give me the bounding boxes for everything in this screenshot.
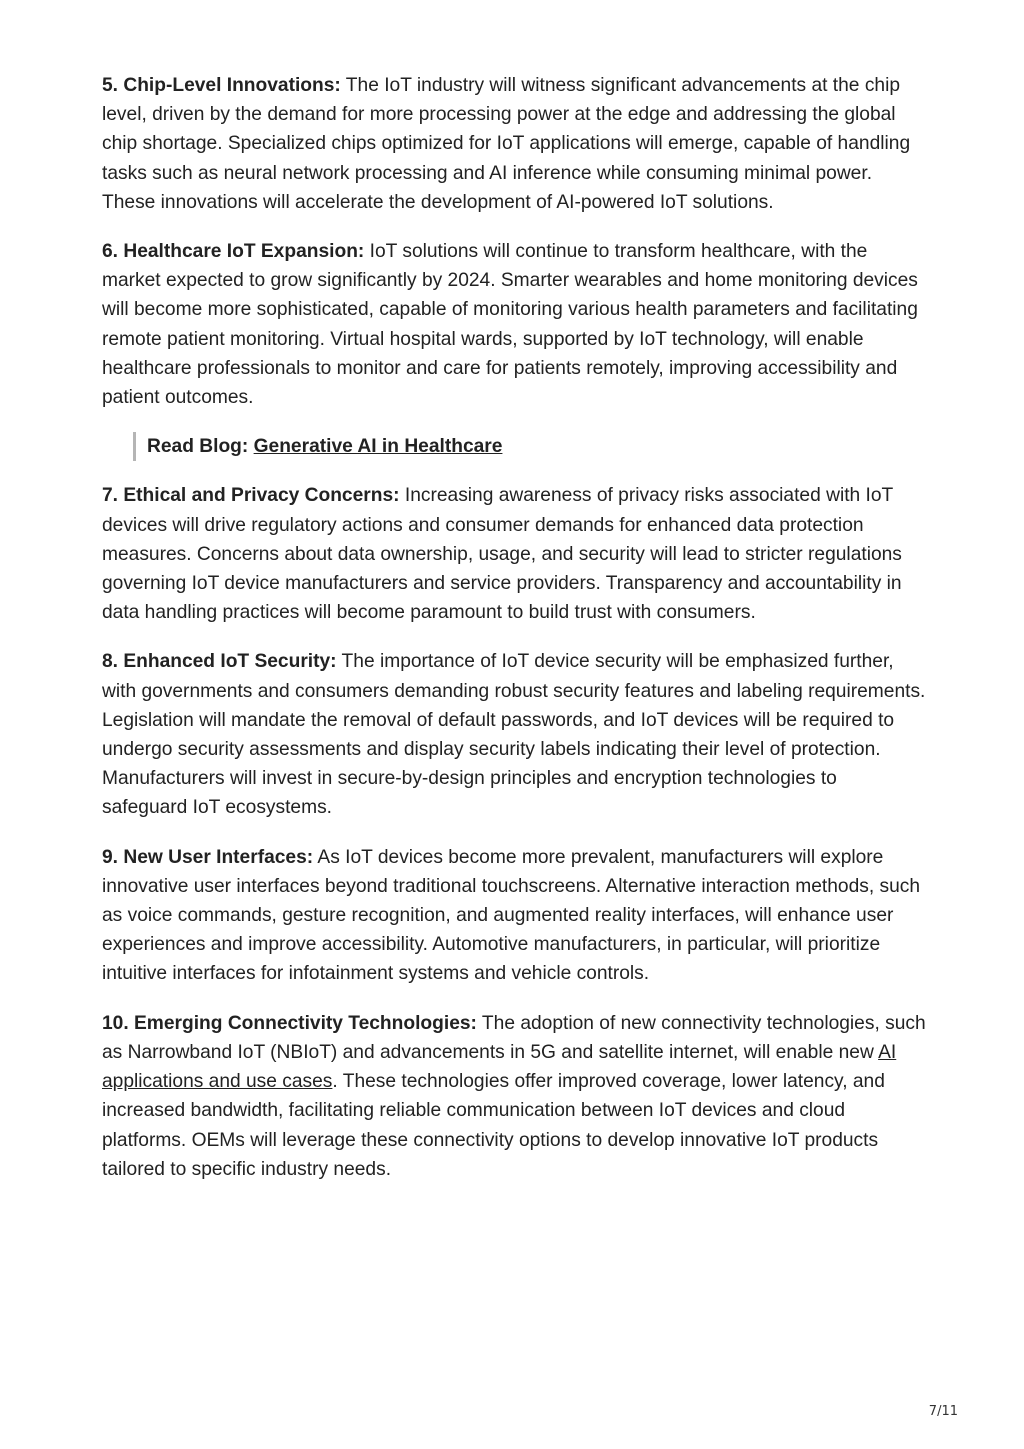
read-blog-callout <box>133 432 926 461</box>
item-healthcare-iot-expansion <box>102 237 926 412</box>
item-text: . These technologies offer improved coverage, lower latency, and increased bandwidth, facilitating reliable communication between IoT devices and cloud platforms. OEMs will leverage these connectivity options to develop innovative IoT products tailored to specific industry needs. <box>102 1071 885 1180</box>
item-text: Increasing awareness of privacy risks associated with IoT devices will drive regulatory actions and consumer demands for enhanced data protection measures. Concerns about data ownership, usage, and security will lead to stricter regulations governing IoT device manufacturers and service providers. Transparency and accountability in data handling practices will become paramount to build trust with consumers. <box>102 485 902 624</box>
item-text: The importance of IoT device security will be emphasized further, with governments and consumers demanding robust security features and labeling requirements. Legislation will mandate the removal of default passwords, and IoT devices will be required to undergo security assessments and display security labels indicating their level of protection. Manufacturers will invest in secure-by-design principles and encryption technologies to safeguard IoT ecosystems. <box>102 651 926 819</box>
ai-applications-link[interactable]: AI applications and use cases <box>102 1041 897 1093</box>
item-new-user-interfaces <box>102 843 926 989</box>
item-heading: 6. Healthcare IoT Expansion: <box>102 241 365 263</box>
item-text: As IoT devices become more prevalent, manufacturers will explore innovative user interfaces beyond traditional touchscreens. Alternative interaction methods, such as voice commands, gesture recognition, and augmented reality interfaces, will enhance user experiences and improve accessibility. Automotive manufacturers, in particular, will prioritize intuitive interfaces for infotainment systems and vehicle controls. <box>102 846 921 985</box>
item-chip-level-innovations <box>102 71 926 217</box>
item-text: The IoT industry will witness significant advancements at the chip level, driven by the demand for more processing power at the edge and addressing the global chip shortage. Specialized chips optimized for IoT applications will emerge, capable of handling tasks such as neural network processing and AI inference while consuming minimal power. These innovations will accelerate the development of AI-powered IoT solutions. <box>102 75 911 213</box>
item-text: The adoption of new connectivity technologies, such as Narrowband IoT (NBIoT) and advancements in 5G and satellite internet, will enable new <box>102 1012 926 1063</box>
read-blog-label: Read Blog: <box>147 436 254 458</box>
read-blog-link[interactable]: Generative AI in Healthcare <box>253 436 503 458</box>
article-content <box>102 71 926 1204</box>
page-number: 7/11 <box>928 1404 958 1419</box>
item-emerging-connectivity <box>102 1009 926 1184</box>
item-ethical-privacy-concerns <box>102 481 926 627</box>
item-heading: 5. Chip-Level Innovations: <box>102 75 341 96</box>
item-heading: 8. Enhanced IoT Security: <box>102 651 337 673</box>
item-text: IoT solutions will continue to transform healthcare, with the market expected to grow significantly by 2024. Smarter wearables and home monitoring devices will become more sophisticated, capable of monitoring various health parameters and facilitating remote patient monitoring. Virtual hospital wards, supported by IoT technology, will enable healthcare professionals to monitor and care for patients remotely, improving accessibility and patient outcomes. <box>102 241 918 409</box>
item-heading: 10. Emerging Connectivity Technologies: <box>102 1012 477 1034</box>
item-heading: 9. New User Interfaces: <box>102 846 314 868</box>
item-heading: 7. Ethical and Privacy Concerns: <box>102 485 400 507</box>
item-enhanced-iot-security <box>102 647 926 822</box>
